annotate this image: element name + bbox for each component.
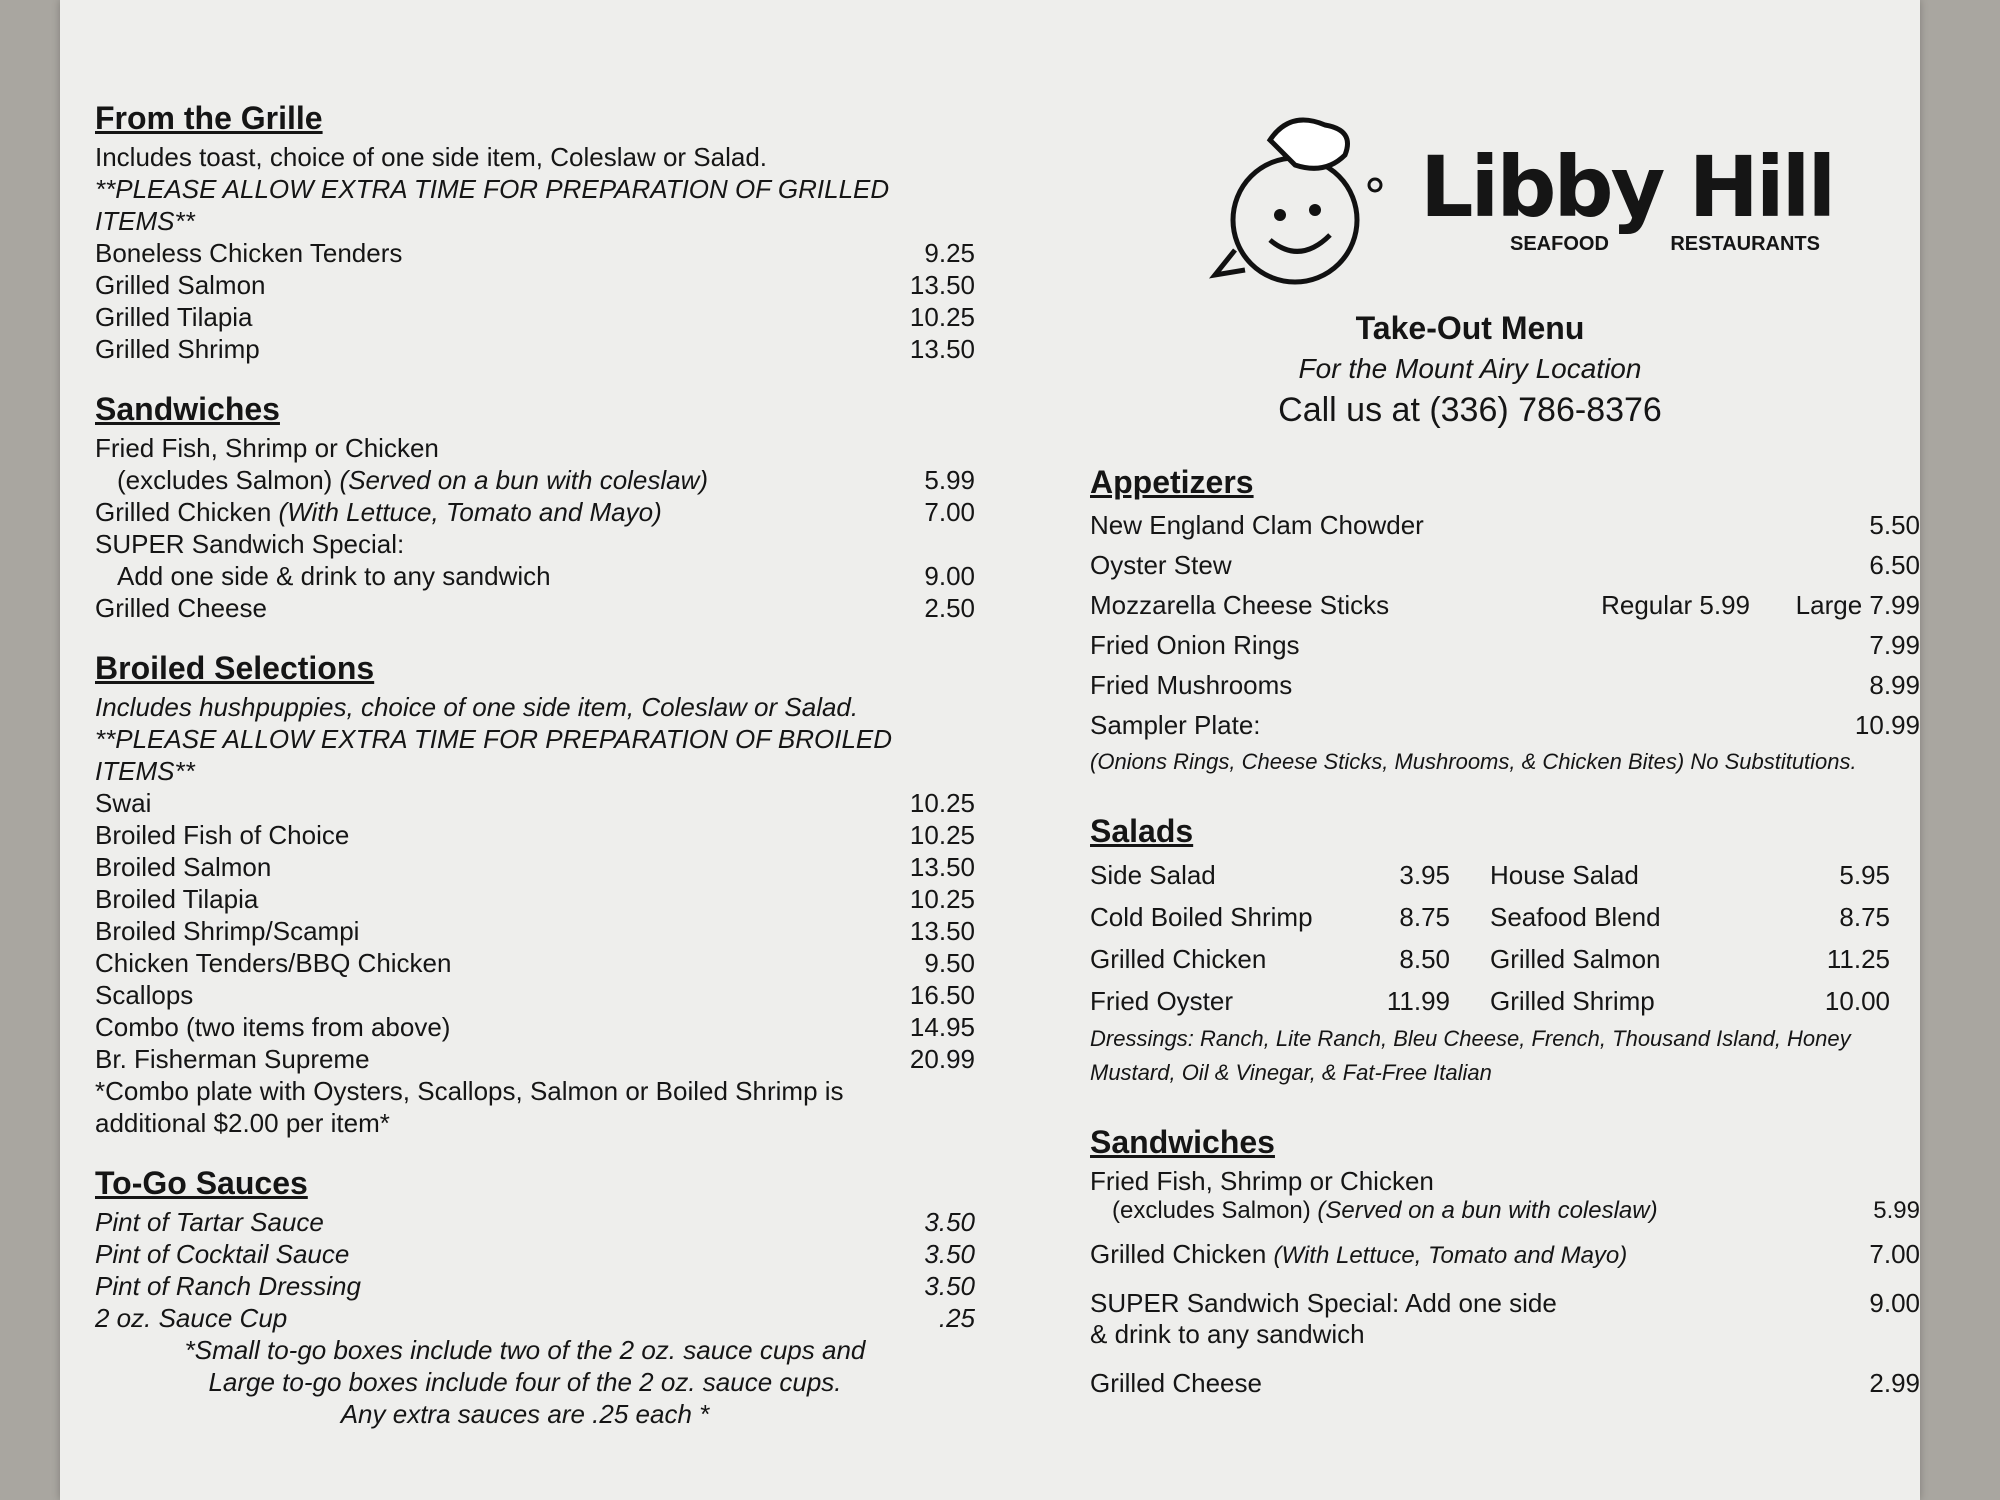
- salad-name: Seafood Blend: [1490, 902, 1661, 932]
- appetizers-section: [1090, 464, 1920, 779]
- menu-paper: [60, 0, 1920, 1500]
- menu-item: Pint of Tartar Sauce 3.50: [95, 1207, 975, 1237]
- broiled-title: Broiled Selections: [95, 650, 375, 686]
- menu-item: New England Clam Chowder 5.50: [1090, 510, 1920, 540]
- left-column: [95, 100, 1035, 1456]
- menu-item: Swai 10.25: [95, 788, 975, 818]
- appetizers-title: Appetizers: [1090, 464, 1254, 500]
- brand-subtitle: SEAFOOD RESTAURANTS: [1510, 232, 1820, 255]
- location: For the Mount Airy Location: [1298, 353, 1642, 384]
- grille-section: [95, 100, 1035, 365]
- broiled-footnote: *Combo plate with Oysters, Scallops, Salmon or Boiled Shrimp is additional $2.00 per item*: [95, 1076, 844, 1138]
- logo: [1200, 100, 1920, 300]
- grille-note: **PLEASE ALLOW EXTRA TIME FOR PREPARATION OF GRILLED ITEMS**: [95, 174, 890, 236]
- menu-item: Mozzarella Cheese Sticks Regular 5.99 Large 7.99: [1090, 590, 1920, 620]
- menu-item: Grilled Cheese 2.99: [1090, 1368, 1920, 1398]
- menu-item: (excludes Salmon) (Served on a bun with coleslaw) 5.99: [117, 465, 975, 495]
- salad-name: Fried Oyster: [1090, 986, 1234, 1016]
- super-sandwich-label: SUPER Sandwich Special:: [95, 529, 405, 559]
- menu-item: Broiled Fish of Choice 10.25: [95, 820, 975, 850]
- sandwiches-title: Sandwiches: [95, 391, 280, 427]
- menu-item: Pint of Cocktail Sauce 3.50: [95, 1239, 975, 1269]
- sandwich-line: Fried Fish, Shrimp or Chicken: [95, 433, 439, 463]
- salads-grid: [1090, 854, 1920, 1022]
- menu-item: Broiled Salmon 13.50: [95, 852, 975, 882]
- menu-item: Grilled Shrimp 13.50: [95, 334, 975, 364]
- menu-item: SUPER Sandwich Special: Add one side & drink to any sandwich 9.00: [1090, 1288, 1920, 1349]
- menu-item: Grilled Chicken (With Lettuce, Tomato and Mayo) 7.00: [1090, 1239, 1920, 1269]
- menu-title: Take-Out Menu: [1355, 310, 1585, 346]
- grille-title: From the Grille: [95, 100, 323, 136]
- sauces-note-1: *Small to-go boxes include two of the 2 oz. sauce cups and: [184, 1335, 866, 1365]
- salad-name: Grilled Shrimp: [1490, 986, 1655, 1016]
- menu-item: Grilled Tilapia 10.25: [95, 302, 975, 332]
- salad-name: Grilled Salmon: [1490, 944, 1661, 974]
- salad-price: 5.95: [1839, 860, 1890, 890]
- menu-item: Fried Onion Rings 7.99: [1090, 630, 1920, 660]
- broiled-description: Includes hushpuppies, choice of one side item, Coleslaw or Salad.: [95, 692, 859, 722]
- menu-item: Pint of Ranch Dressing 3.50: [95, 1271, 975, 1301]
- menu-item: (excludes Salmon) (Served on a bun with coleslaw) 5.99: [1112, 1197, 1920, 1224]
- menu-item: Broiled Tilapia 10.25: [95, 884, 975, 914]
- salad-price: 11.25: [1826, 944, 1890, 974]
- header-info: [1130, 310, 1810, 430]
- menu-item: Scallops 16.50: [95, 980, 975, 1010]
- salad-price: 8.75: [1839, 902, 1890, 932]
- brand-name: Libby Hill: [1420, 137, 1834, 236]
- menu-item: Grilled Cheese 2.50: [95, 593, 975, 623]
- sauces-title: To-Go Sauces: [95, 1165, 308, 1201]
- broiled-note: **PLEASE ALLOW EXTRA TIME FOR PREPARATION OF BROILED ITEMS**: [95, 724, 893, 786]
- menu-item: Combo (two items from above) 14.95: [95, 1012, 975, 1042]
- menu-item: Grilled Chicken (With Lettuce, Tomato and Mayo) 7.00: [95, 497, 975, 527]
- salad-price: 8.50: [1399, 944, 1450, 974]
- salad-name: Side Salad: [1090, 860, 1216, 890]
- sandwiches-title-right: Sandwiches: [1090, 1124, 1275, 1160]
- sandwich-line: Fried Fish, Shrimp or Chicken: [1090, 1166, 1434, 1196]
- sauces-note-2: Large to-go boxes include four of the 2 oz. sauce cups.: [208, 1367, 842, 1397]
- salad-name: Grilled Chicken: [1090, 944, 1267, 974]
- menu-item: Broiled Shrimp/Scampi 13.50: [95, 916, 975, 946]
- salads-section: [1090, 813, 1920, 1090]
- salad-price: 8.75: [1399, 902, 1450, 932]
- menu-item: Fried Mushrooms 8.99: [1090, 670, 1920, 700]
- salads-title: Salads: [1090, 813, 1194, 849]
- salad-price: 10.00: [1824, 986, 1890, 1016]
- grille-description: Includes toast, choice of one side item, Coleslaw or Salad.: [95, 142, 768, 172]
- sauces-section: [95, 1165, 1035, 1430]
- menu-item: Grilled Salmon 13.50: [95, 270, 975, 300]
- menu-item: Chicken Tenders/BBQ Chicken 9.50: [95, 948, 975, 978]
- appetizers-note: (Onions Rings, Cheese Sticks, Mushrooms, & Chicken Bites) No Substitutions.: [1090, 749, 1857, 774]
- right-column: [1090, 100, 1920, 1399]
- mascot-logo-icon: [1200, 100, 1400, 300]
- sauces-note-3: Any extra sauces are .25 each *: [340, 1399, 710, 1429]
- menu-item: Boneless Chicken Tenders 9.25: [95, 238, 975, 268]
- broiled-section: [95, 650, 1035, 1139]
- salad-dressings: Dressings: Ranch, Lite Ranch, Bleu Cheese, French, Thousand Island, Honey Mustard, Oil & Vinegar, & Fat-Free Italian: [1090, 1026, 1851, 1085]
- sandwiches-left-section: [95, 391, 1035, 624]
- menu-item: 2 oz. Sauce Cup .25: [95, 1303, 975, 1333]
- menu-item: Br. Fisherman Supreme 20.99: [95, 1044, 975, 1074]
- menu-item: Add one side & drink to any sandwich 9.00: [117, 561, 975, 591]
- menu-item: Sampler Plate: 10.99: [1090, 710, 1920, 740]
- phone: Call us at (336) 786-8376: [1278, 391, 1662, 429]
- salad-price: 11.99: [1386, 986, 1450, 1016]
- salad-name: Cold Boiled Shrimp: [1090, 902, 1313, 932]
- sandwiches-right-section: [1090, 1124, 1920, 1399]
- menu-item: Oyster Stew 6.50: [1090, 550, 1920, 580]
- brand: [1420, 137, 1834, 256]
- salad-price: 3.95: [1399, 860, 1450, 890]
- salad-name: House Salad: [1490, 860, 1639, 890]
